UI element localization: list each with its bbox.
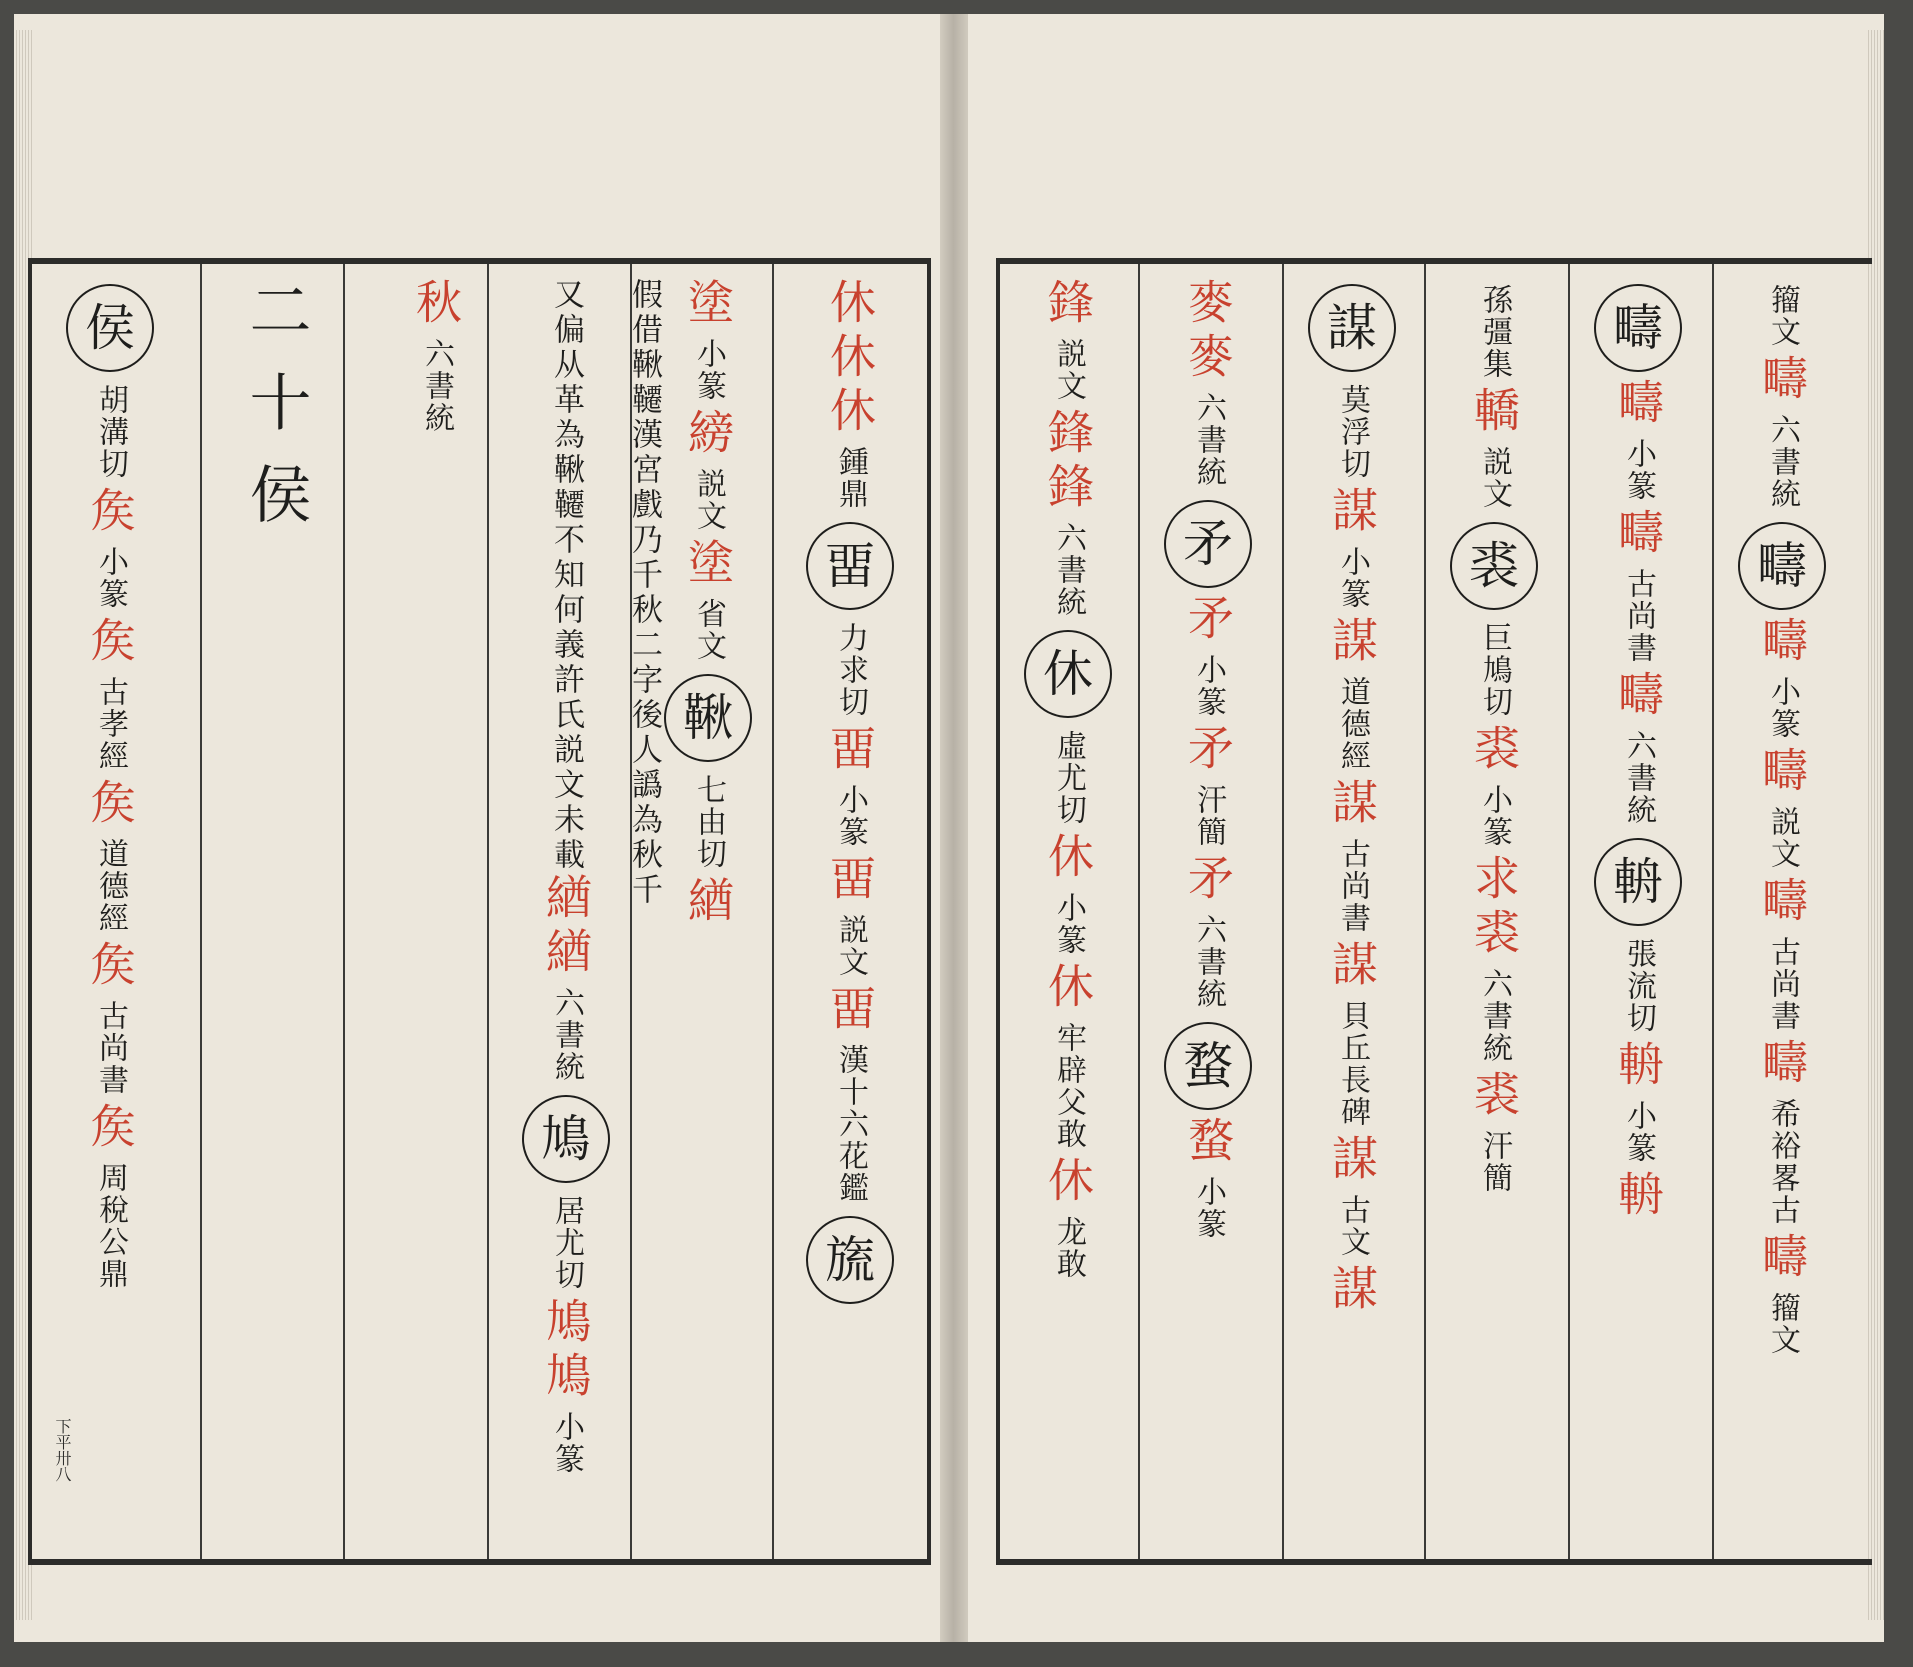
seal-script-form: 疇 [1755, 354, 1809, 408]
head-character: 侯 [66, 284, 154, 372]
source-note: 牢辟父敢 [1051, 1022, 1086, 1150]
seal-script-form: 休 [1041, 832, 1095, 886]
head-character: 輈 [1594, 838, 1682, 926]
source-note: 籀文 [1765, 284, 1800, 348]
seal-script-form: 矛 [1181, 594, 1235, 648]
seal-script-form: 疇 [1755, 1232, 1809, 1286]
column-rule [772, 264, 774, 1559]
column-rule [200, 264, 202, 1559]
seal-script-form: 休 [1041, 962, 1095, 1016]
source-note: 七由切 [691, 774, 726, 870]
seal-script-form: 疇 [1611, 508, 1665, 562]
source-note: 巨鳩切 [1477, 622, 1512, 718]
left-column-6 [782, 278, 894, 1548]
seal-script-form: 謀 [1325, 486, 1379, 540]
seal-script-form: 蝥 [1181, 1116, 1235, 1170]
seal-script-form: 鋒 [1041, 462, 1095, 516]
source-note: 汗簡 [1191, 784, 1226, 848]
seal-script-form: 鋒 [1041, 278, 1095, 332]
head-character: 矛 [1164, 500, 1252, 588]
seal-script-form: 輈 [1611, 1040, 1665, 1094]
rhyme-heading: 二十侯 [239, 278, 312, 554]
seal-script-form: 謀 [1325, 1134, 1379, 1188]
source-note: 六書統 [549, 987, 584, 1083]
seal-script-form: 疇 [1611, 378, 1665, 432]
source-note: 孫彊集 [1477, 284, 1512, 380]
source-note: 小篆 [1335, 546, 1370, 610]
seal-script-form: 裘 [1467, 1070, 1521, 1124]
source-note: 説文 [1477, 446, 1512, 510]
left-column-heading [208, 278, 320, 1548]
head-character: 裘 [1450, 522, 1538, 610]
seal-script-form: 緧 [681, 876, 735, 930]
source-note: 説文 [1765, 806, 1800, 870]
seal-script-form: 畱 [823, 984, 877, 1038]
source-note: 張流切 [1621, 938, 1656, 1034]
seal-script-form: 謀 [1325, 616, 1379, 670]
seal-script-form: 緧緧 [539, 873, 593, 981]
head-character: 旒 [806, 1216, 894, 1304]
head-character: 疇 [1594, 284, 1682, 372]
head-character: 疇 [1738, 522, 1826, 610]
seal-script-form: 矦 [83, 940, 137, 994]
seal-script-form: 麥 [1181, 332, 1235, 386]
source-note: 古尚書 [1335, 838, 1370, 934]
source-note: 小篆 [691, 338, 726, 402]
seal-script-form: 疇 [1755, 876, 1809, 930]
source-note: 居尤切 [549, 1195, 584, 1291]
source-note: 小篆 [93, 546, 128, 610]
seal-script-form: 塗 [681, 278, 735, 332]
left-column-5 [626, 278, 752, 1548]
source-note: 貝丘長碑 [1335, 1000, 1370, 1128]
book-gutter [940, 14, 968, 1642]
seal-script-form: 休休休 [823, 278, 877, 440]
source-note: 虛尤切 [1051, 730, 1086, 826]
head-character: 鞦 [664, 674, 752, 762]
seal-script-form: 矛 [1181, 854, 1235, 908]
seal-script-form: 謀 [1325, 940, 1379, 994]
source-note: 龙敢 [1051, 1216, 1086, 1280]
seal-script-form: 疇 [1755, 1038, 1809, 1092]
source-note: 説文 [691, 468, 726, 532]
source-note: 道德經 [1335, 676, 1370, 772]
right-column-4 [1426, 278, 1538, 1548]
source-note: 鍾鼎 [833, 446, 868, 510]
seal-script-form: 縍 [681, 408, 735, 462]
seal-script-form: 矦 [83, 616, 137, 670]
source-note: 力求切 [833, 622, 868, 718]
column-rule [343, 264, 345, 1559]
source-note: 六書統 [1051, 522, 1086, 618]
seal-script-form: 矦 [83, 1102, 137, 1156]
source-note: 省文 [691, 598, 726, 662]
seal-script-form: 裘 [1467, 908, 1521, 962]
source-note: 希裕畧古 [1765, 1098, 1800, 1226]
source-note: 小篆 [1051, 892, 1086, 956]
left-column-3 [355, 278, 467, 1548]
source-note: 周稅公鼎 [93, 1162, 128, 1290]
seal-script-form: 秋 [409, 278, 463, 332]
source-note: 六書統 [1765, 414, 1800, 510]
seal-script-form: 轎 [1467, 386, 1521, 440]
source-note: 道德經 [93, 838, 128, 934]
seal-script-form: 輈 [1611, 1170, 1665, 1224]
source-note: 説文 [833, 914, 868, 978]
head-character: 鳩 [522, 1095, 610, 1183]
seal-script-form: 疇 [1611, 670, 1665, 724]
right-column-2 [1140, 278, 1252, 1548]
seal-script-form: 求 [1467, 854, 1521, 908]
source-note: 六書統 [1477, 968, 1512, 1064]
source-note: 六書統 [1191, 392, 1226, 488]
head-character: 蝥 [1164, 1022, 1252, 1110]
seal-script-form: 鋒 [1041, 408, 1095, 462]
folio-label: 下平卅八 [53, 1418, 72, 1482]
source-note: 小篆 [549, 1411, 584, 1475]
left-column-4 [498, 278, 610, 1548]
source-note: 小篆 [833, 784, 868, 848]
source-note: 莫浮切 [1335, 384, 1370, 480]
seal-script-form: 塗 [681, 538, 735, 592]
seal-script-form: 謀 [1325, 1264, 1379, 1318]
source-note: 説文 [1051, 338, 1086, 402]
head-character: 謀 [1308, 284, 1396, 372]
source-note: 小篆 [1191, 1176, 1226, 1240]
source-note: 小篆 [1765, 676, 1800, 740]
head-character: 休 [1024, 630, 1112, 718]
seal-script-form: 畱 [823, 724, 877, 778]
head-character: 畱 [806, 522, 894, 610]
source-note: 古尚書 [1765, 936, 1800, 1032]
source-note: 古尚書 [93, 1000, 128, 1096]
seal-script-form: 休 [1041, 1156, 1095, 1210]
source-note: 小篆 [1621, 1100, 1656, 1164]
seal-script-form: 矦 [83, 486, 137, 540]
seal-script-form: 畱 [823, 854, 877, 908]
source-note: 小篆 [1477, 784, 1512, 848]
seal-script-form: 鳩鳩 [539, 1297, 593, 1405]
right-column-1 [1000, 278, 1112, 1548]
source-note: 小篆 [1191, 654, 1226, 718]
seal-script-form: 矛 [1181, 724, 1235, 778]
column-rule [487, 264, 489, 1559]
source-note: 六書統 [419, 338, 454, 434]
source-note: 古孝經 [93, 676, 128, 772]
source-note: 六書統 [1191, 914, 1226, 1010]
seal-script-form: 疇 [1755, 746, 1809, 800]
source-note: 古尚書 [1621, 568, 1656, 664]
source-note: 漢十六花鑑 [833, 1044, 868, 1204]
left-column-1 [42, 278, 154, 1548]
right-column-3 [1284, 278, 1396, 1548]
source-note: 古文 [1335, 1194, 1370, 1258]
seal-script-form: 謀 [1325, 778, 1379, 832]
seal-script-form: 裘 [1467, 724, 1521, 778]
source-note: 小篆 [1621, 438, 1656, 502]
seal-script-form: 疇 [1755, 616, 1809, 670]
body-text: 假借鞦韆漢宮戲乃千秋二字後人譌為秋千 [626, 278, 662, 908]
source-note: 胡溝切 [93, 384, 128, 480]
right-column-5 [1570, 278, 1682, 1548]
seal-script-form: 麥 [1181, 278, 1235, 332]
right-column-6 [1714, 278, 1826, 1548]
source-note: 六書統 [1621, 730, 1656, 826]
body-text: 又偏从革為鞦韆不知何義許氏説文未載 [548, 278, 584, 873]
source-note: 汗簡 [1477, 1130, 1512, 1194]
seal-script-form: 矦 [83, 778, 137, 832]
source-note: 籀文 [1765, 1292, 1800, 1356]
